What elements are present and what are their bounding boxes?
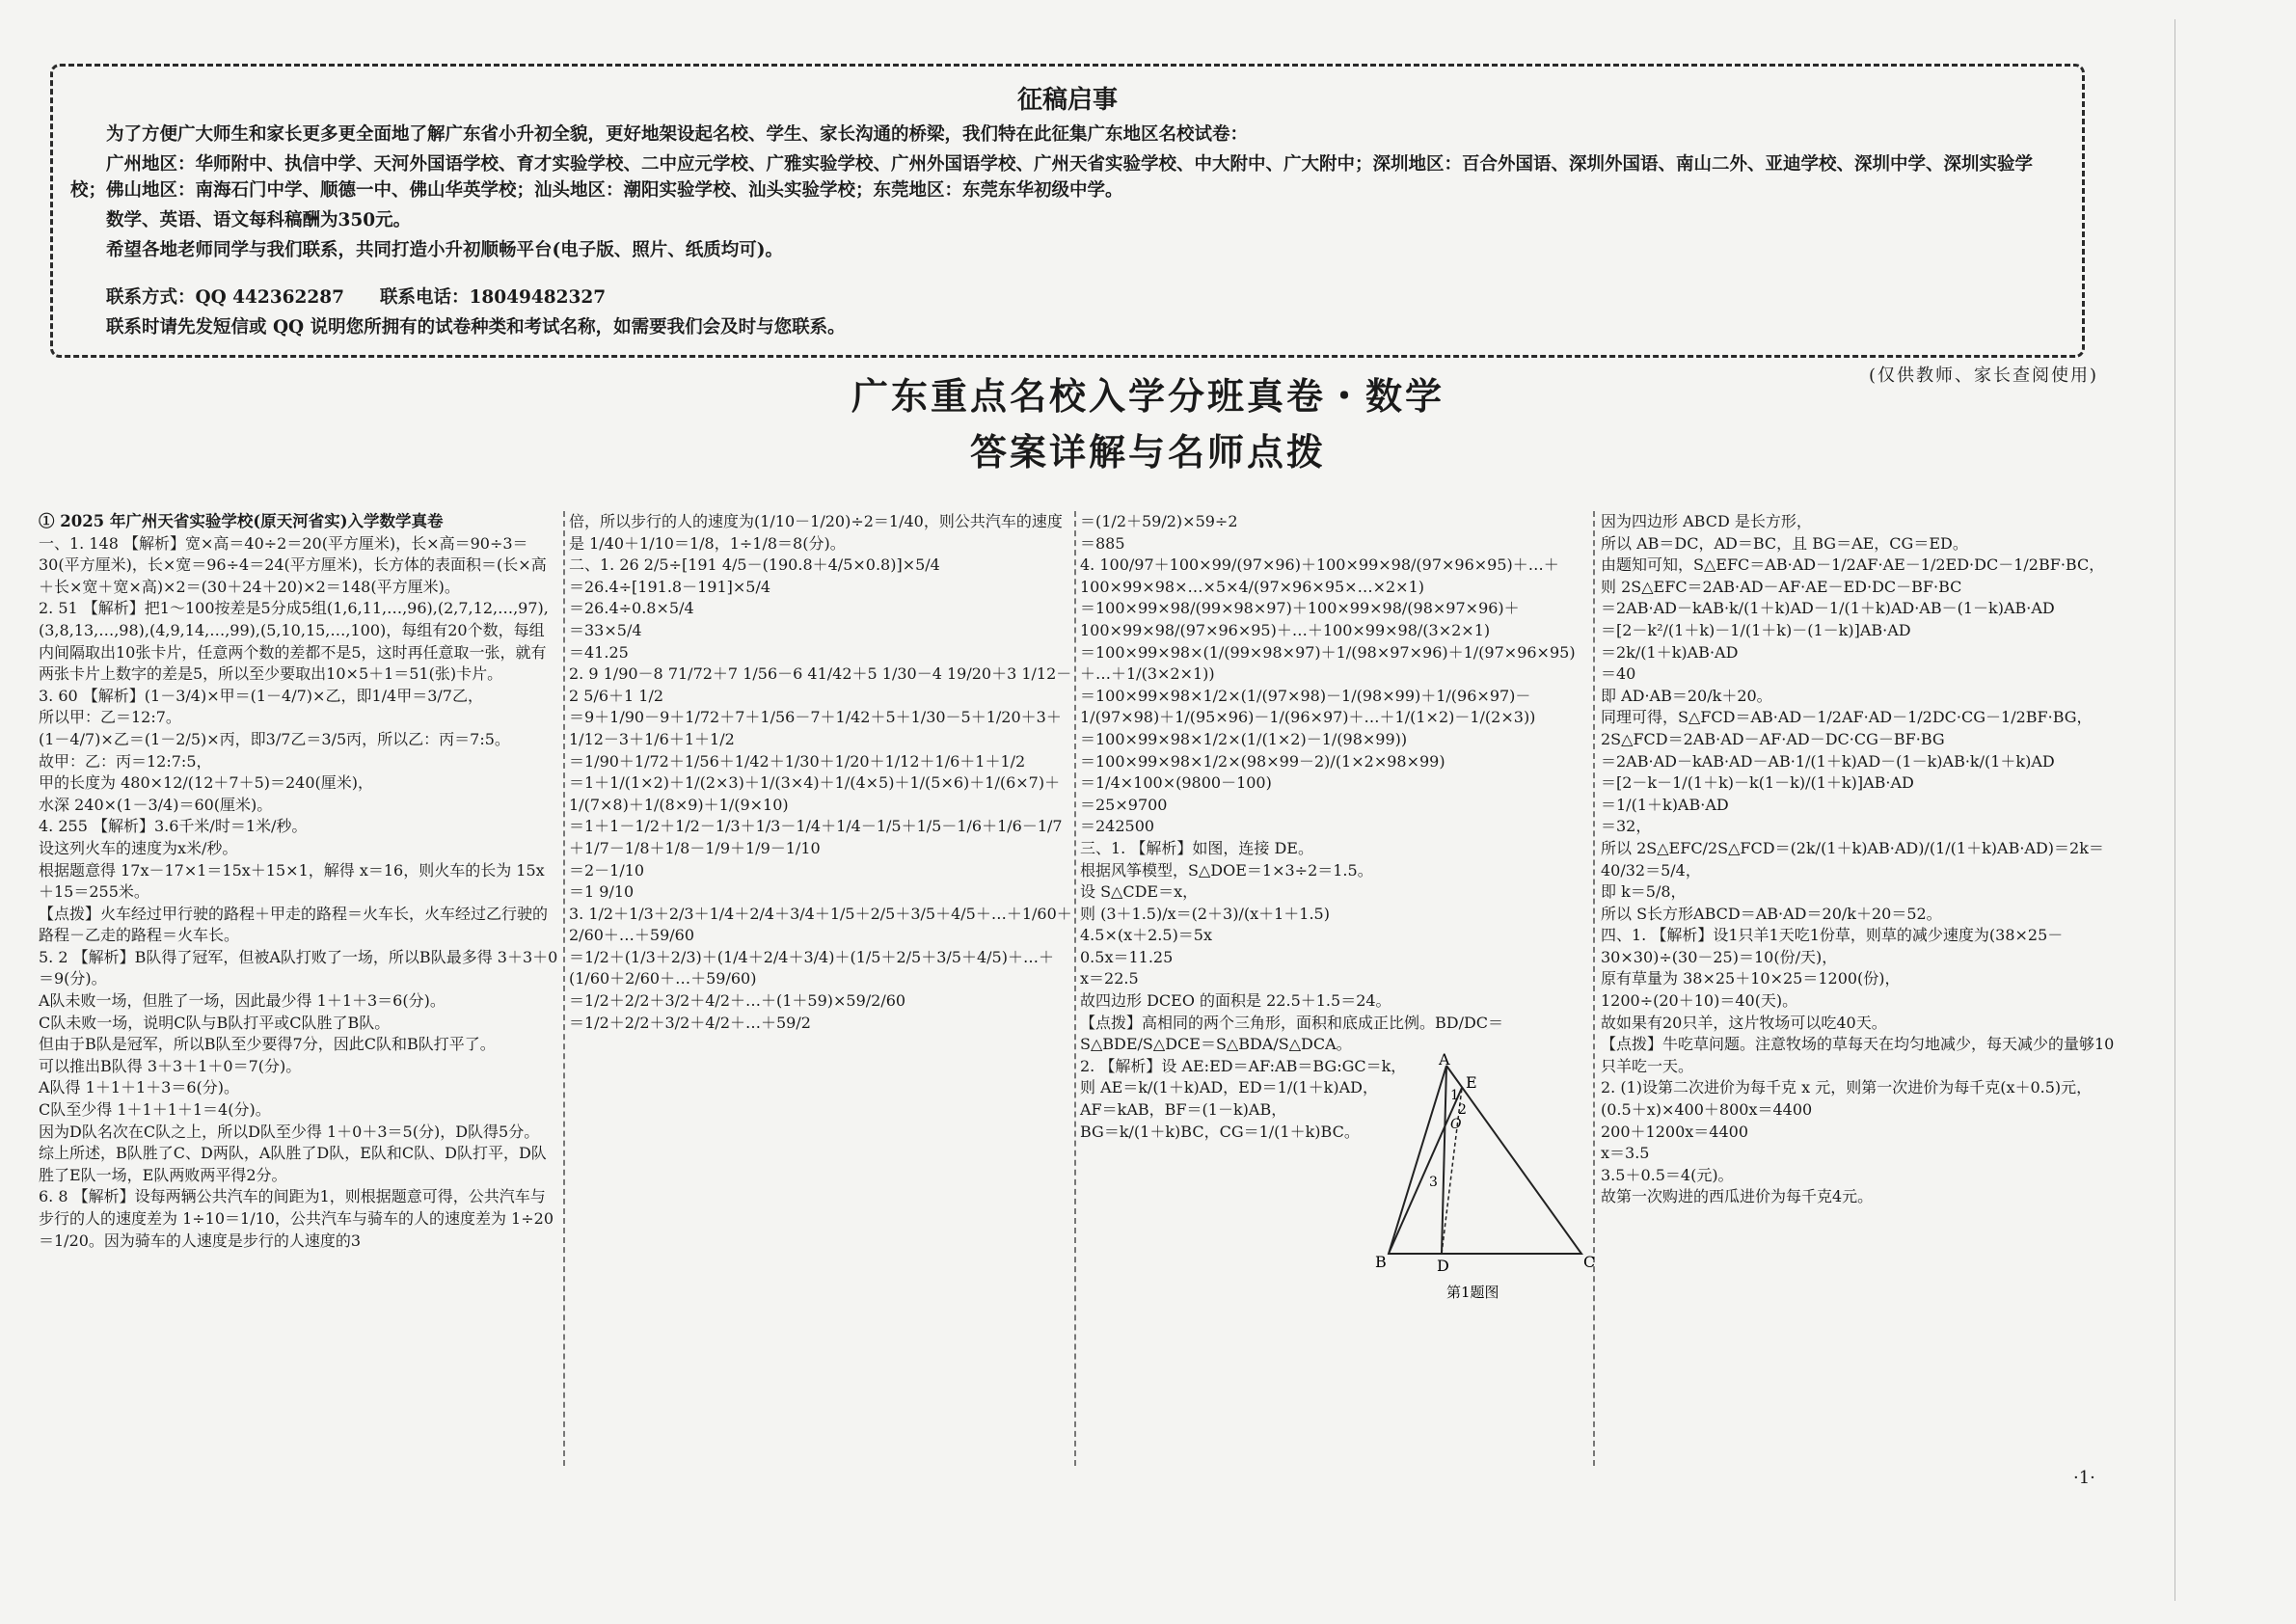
answer-line: ＝1/2＋2/2＋3/2＋4/2＋…＋59/2: [569, 1013, 811, 1032]
answer-line: ＝1/4×100×(9800－100): [1080, 773, 1272, 793]
notice-box: [50, 64, 2085, 358]
answer-line: 甲的长度为 480×12/(12＋7＋5)＝240(厘米)，: [39, 773, 374, 793]
answer-line: ＝100×99×98×1/2×(1/(97×98)－1/(98×99)＋1/(96×97)－1/(97×98)＋1/(95×96)－1/(96×97)＋…＋1/(1×2)－1/(2×3)): [1080, 686, 1536, 727]
figure-label: E: [1466, 1073, 1477, 1092]
answer-line: 故甲：乙：丙＝12:7:5，: [39, 751, 212, 771]
answer-line: 根据题意得 17x－17×1＝15x＋15×1，解得 x＝16，则火车的长为 15x＋15＝255米。: [39, 860, 545, 902]
answer-line: ＝1＋1/(1×2)＋1/(2×3)＋1/(3×4)＋1/(4×5)＋1/(5×6)＋1/(6×7)＋1/(7×8)＋1/(8×9)＋1/(9×10): [569, 773, 1061, 814]
answer-line: ＝885: [1080, 533, 1125, 553]
answer-line: 根据风筝模型，S△DOE＝1×3÷2＝1.5。: [1080, 860, 1373, 880]
answer-line: 水深 240×(1－3/4)＝60(厘米)。: [39, 795, 273, 814]
answer-line: 所以 AB＝DC，AD＝BC，且 BG＝AE，CG＝ED。: [1601, 533, 1968, 553]
answer-line: ＝[2－k－1/(1＋k)－k(1－k)/(1＋k)]AB·AD: [1601, 773, 1914, 793]
notice-title: 征稿启事: [1016, 86, 1118, 115]
figure-label: A: [1439, 1050, 1450, 1069]
answer-line: ＝100×99×98×(1/(99×98×97)＋1/(98×97×96)＋1/(97×96×95)＋…＋1/(3×2×1)): [1080, 642, 1576, 684]
answer-line: 二、1. 26 2/5÷[191 4/5－(190.8＋4/5×0.8)]×5/4: [569, 555, 940, 575]
answer-line: ＝1/2＋(1/3＋2/3)＋(1/4＋2/4＋3/4)＋(1/5＋2/5＋3/5＋4/5)＋…＋(1/60＋2/60＋…＋59/60): [569, 947, 1054, 988]
answer-line: 即 k＝5/8，: [1601, 882, 1687, 902]
answer-line: ＝1 9/10: [569, 882, 635, 902]
answer-line: 四、1. 【解析】设1只羊1天吃1份草，则草的减少速度为(38×25－30×30)÷(30－25)＝10(份/天)，: [1601, 926, 2064, 966]
answer-line: 3. 1/2＋1/3＋2/3＋1/4＋2/4＋3/4＋1/5＋2/5＋3/5＋4/5＋…＋1/60＋2/60＋…＋59/60: [569, 904, 1072, 945]
page-number: ·1·: [2073, 1468, 2095, 1488]
answer-line: 所以甲：乙＝12:7。: [39, 708, 181, 727]
answer-line: ＝25×9700: [1080, 795, 1168, 814]
answer-line: 所以 2S△EFC/2S△FCD＝(2k/(1＋k)AB·AD)/(1/(1＋k)AB·AD)＝2k＝40/32＝5/4，: [1601, 838, 2104, 880]
answer-line: 三、1. 【解析】如图，连接 DE。: [1080, 838, 1313, 857]
answer-line: 因为四边形 ABCD 是长方形，: [1601, 512, 1812, 530]
answer-line: ＝1＋1－1/2＋1/2－1/3＋1/3－1/4＋1/4－1/5＋1/5－1/6＋1/6－1/7＋1/7－1/8＋1/8－1/9＋1/9－1/10: [569, 817, 1063, 857]
answer-line: 故四边形 DCEO 的面积是 22.5＋1.5＝24。: [1080, 991, 1391, 1011]
answer-line: 4.5×(x＋2.5)＝5x: [1080, 926, 1213, 945]
answer-line: C队未败一场，说明C队与B队打平或C队胜了B队。: [39, 1013, 391, 1032]
answer-line: ＝32，: [1601, 817, 1652, 836]
segment-be: [1389, 1088, 1462, 1254]
figure-label: D: [1437, 1257, 1449, 1275]
answer-line: 1200÷(20＋10)＝40(天)。: [1601, 991, 1798, 1011]
answer-line: 则 AE＝k/(1＋k)AD，ED＝1/(1＋k)AD，: [1080, 1078, 1378, 1097]
column-divider: [563, 511, 565, 1466]
answer-line: 故如果有20只羊，这片牧场可以吃40天。: [1601, 1013, 1887, 1032]
answer-line: 4. 255 【解析】3.6千米/时＝1米/秒。: [39, 817, 308, 836]
answer-line: 所以 S长方形ABCD＝AB·AD＝20/k＋20＝52。: [1601, 904, 1942, 923]
figure-label: 1: [1450, 1088, 1459, 1103]
answer-line: BG＝k/(1＋k)BC，CG＝1/(1＋k)BC。: [1080, 1122, 1360, 1141]
notice-hope: 希望各地老师同学与我们联系，共同打造小升初顺畅平台(电子版、照片、纸质均可)。: [106, 240, 784, 260]
answer-line: ＝(1/2＋59/2)×59÷2: [1080, 512, 1238, 530]
answer-line: 2S△FCD＝2AB·AD－AF·AD－DC·CG－BF·BG: [1601, 729, 1945, 748]
answer-line: ＝2AB·AD－kAB·k/(1＋k)AD－1/(1＋k)AD·AB－(1－k)AB·AD: [1601, 599, 2055, 618]
answer-line: A队未败一场，但胜了一场，因此最少得 1＋1＋3＝6(分)。: [39, 991, 446, 1011]
answer-line: 3. 60 【解析】(1－3/4)×甲＝(1－4/7)×乙，即1/4甲＝3/7乙，: [39, 686, 483, 705]
answer-line: ＝100×99×98×1/2×(1/(1×2)－1/(98×99)): [1080, 729, 1408, 748]
page-title: 广东重点名校入学分班真卷・数学: [851, 375, 1445, 418]
answer-line: 【点拨】火车经过甲行驶的路程＋甲走的路程＝火车长，火车经过乙行驶的路程－乙走的路程＝火车长。: [39, 904, 549, 945]
page-subtitle: 答案详解与名师点拨: [969, 431, 1326, 474]
answer-line: ＝2－1/10: [569, 860, 645, 880]
answer-line: ＝9＋1/90－9＋1/72＋7＋1/56－7＋1/42＋5＋1/30－5＋1/20＋3＋1/12－3＋1/6＋1＋1/2: [569, 708, 1062, 748]
answer-line: 2. (1)设第二次进价为每千克 x 元，则第一次进价为每千克(x＋0.5)元，: [1601, 1078, 2093, 1097]
notice-remark: 联系时请先发短信或 QQ 说明您所拥有的试卷种类和考试名称，如需要我们会及时与您联系。: [106, 317, 846, 338]
answer-column-1: [39, 511, 559, 1475]
answer-line: 即 AD·AB＝20/k＋20。: [1601, 686, 1772, 705]
answer-line: (1－4/7)×乙＝(1－2/5)×丙，即3/7乙＝3/5丙，所以乙：丙＝7:5。: [39, 729, 510, 748]
answer-line: ＝100×99×98×1/2×(98×99－2)/(1×2×98×99): [1080, 751, 1445, 771]
answer-line: A队得 1＋1＋1＋3＝6(分)。: [39, 1078, 240, 1097]
notice-contact: 联系方式：QQ 442362287 联系电话：18049482327: [106, 287, 607, 308]
answer-line: 2. 【解析】设 AE:ED＝AF:AB＝BG:GC＝k，: [1080, 1056, 1407, 1075]
answer-line: ＝26.4÷0.8×5/4: [569, 599, 694, 618]
column-divider: [1593, 511, 1595, 1466]
answer-line: 0.5x＝11.25: [1080, 947, 1174, 966]
notice-fee: 数学、英语、语文每科稿酬为350元。: [106, 210, 412, 230]
answer-line: 5. 2 【解析】B队得了冠军，但被A队打败了一场，所以B队最多得 3＋3＋0＝9(分)。: [39, 947, 558, 988]
answer-line: x＝3.5: [1601, 1144, 1650, 1163]
figure-caption: 第1题图: [1446, 1284, 1499, 1301]
figure-label: 3: [1429, 1175, 1438, 1190]
figure-label: 2: [1458, 1102, 1467, 1118]
answer-line: 200＋1200x＝4400: [1601, 1122, 1749, 1141]
answer-line: ＝1/90＋1/72＋1/56＋1/42＋1/30＋1/20＋1/12＋1/6＋1＋1/2: [569, 751, 1026, 771]
triangle-outline: [1389, 1066, 1581, 1254]
answer-column-3: [1080, 511, 1586, 1475]
answer-line: C队至少得 1＋1＋1＋1＝4(分)。: [39, 1100, 271, 1120]
answer-line: 但由于B队是冠军，所以B队至少要得7分，因此C队和B队打平了。: [39, 1035, 496, 1054]
answer-line: 故第一次购进的西瓜进价为每千克4元。: [1601, 1187, 1874, 1206]
page-edge-line: [2174, 19, 2175, 1601]
answer-line: 综上所述，B队胜了C、D两队，A队胜了D队，E队和C队、D队打平，D队胜了E队一场，E队两败两平得2分。: [39, 1144, 547, 1184]
answer-column-2: [569, 511, 1075, 1475]
answer-column-4: [1601, 511, 2117, 1475]
answer-line: 由题知可知，S△EFC＝AB·AD－1/2AF·AE－1/2ED·DC－1/2BF·BC，: [1601, 555, 2105, 575]
answer-line: 3.5＋0.5＝4(元)。: [1601, 1165, 1734, 1184]
answer-line: 2. 9 1/90－8 71/72＋7 1/56－6 41/42＋5 1/30－4 19/20＋3 1/12－2 5/6＋1 1/2: [569, 664, 1072, 705]
answer-line: 倍，所以步行的人的速度为(1/10－1/20)÷2＝1/40，则公共汽车的速度是 1/40＋1/10＝1/8，1÷1/8＝8(分)。: [569, 512, 1063, 553]
answer-line: ＝41.25: [569, 642, 629, 662]
answer-line: ＝1/(1＋k)AB·AD: [1601, 795, 1729, 814]
answer-line: ＝1/2＋2/2＋3/2＋4/2＋…＋(1＋59)×59/2/60: [569, 991, 906, 1011]
answer-line: 2. 51 【解析】把1～100按差是5分成5组(1,6,11,…,96),(2,7,12,…,97),(3,8,13,…,98),(4,9,14,…,99),(5,10,15,…,100)，每组有20个数，每组内间隔取出10张卡片，任意两个数的差都不是5，这时再任意取一张，就有两张卡片上数字的差是5，所以至少要取出10×5＋1＝51(张)卡片。: [39, 599, 549, 684]
notice-schools: 广州地区：华师附中、执信中学、天河外国语学校、育才实验学校、二中应元学校、广雅实验学校、广州外国语学校、广州天省实验学校、中大附中、广大附中；深圳地区：百合外国语、深圳外国语、南山二外、亚迪学校、深圳中学、深圳实验学校；佛山地区：南海石门中学、顺德一中、佛山华英学校；汕头地区：潮阳实验学校、汕头实验学校；东莞地区：东莞东华初级中学。: [70, 154, 2034, 201]
answer-line: ＝[2－k²/(1＋k)－1/(1＋k)－(1－k)]AB·AD: [1601, 620, 1911, 639]
answer-line: 设 S△CDE＝x，: [1080, 882, 1199, 902]
answer-line: AF＝kAB，BF＝(1－k)AB，: [1080, 1100, 1287, 1120]
answer-line: 则 (3＋1.5)/x＝(2＋3)/(x＋1＋1.5): [1080, 904, 1330, 923]
answer-line: (0.5＋x)×400＋800x＝4400: [1601, 1100, 1813, 1120]
answer-line: 【点拨】牛吃草问题。注意牧场的草每天在均匀地减少，每天减少的量够10只羊吃一天。: [1601, 1035, 2115, 1075]
answer-line: 设这列火车的速度为x米/秒。: [39, 838, 238, 857]
answer-line: 同理可得，S△FCD＝AB·AD－1/2AF·AD－1/2DC·CG－1/2BF·BG，: [1601, 708, 2093, 727]
figure-label: B: [1375, 1253, 1387, 1271]
figure-label: C: [1583, 1253, 1596, 1271]
notice-intro: 为了方便广大师生和家长更多更全面地了解广东省小升初全貌，更好地架设起名校、学生、家长沟通的桥梁，我们特在此征集广东地区名校试卷：: [106, 124, 1249, 145]
triangle-figure: [1369, 1050, 1601, 1302]
answer-line: 因为D队名次在C队之上，所以D队至少得 1＋0＋3＝5(分)，D队得5分。: [39, 1122, 540, 1141]
answer-line: 一、1. 148 【解析】宽×高＝40÷2＝20(平方厘米)，长×高＝90÷3＝30(平方厘米)，长×宽＝96÷4＝24(平方厘米)，长方体的表面积＝(长×高＋长×宽＋宽×高)×2＝(30＋24＋20)×2＝148(平方厘米)。: [39, 533, 547, 596]
answer-line: ＝26.4÷[191.8－191]×5/4: [569, 577, 771, 596]
answer-line: ① 2025 年广州天省实验学校(原天河省实)入学数学真卷: [39, 512, 444, 530]
answer-line: ＝242500: [1080, 817, 1155, 836]
answer-line: ＝40: [1601, 664, 1636, 684]
answer-line: 原有草量为 38×25＋10×25＝1200(份)，: [1601, 969, 1901, 988]
answer-line: 则 2S△EFC＝2AB·AD－AF·AE－ED·DC－BF·BC: [1601, 577, 1962, 596]
answer-line: ＝33×5/4: [569, 620, 642, 639]
answer-line: x＝22.5: [1080, 969, 1139, 988]
answer-line: 6. 8 【解析】设每两辆公共汽车的间距为1，则根据题意可得，公共汽车与步行的人的速度差为 1÷10＝1/10，公共汽车与骑车的人的速度差为 1÷20＝1/20。因为骑车的人速度是步行的人速度的3: [39, 1187, 554, 1250]
answer-line: 可以推出B队得 3＋3＋1＋0＝7(分)。: [39, 1056, 302, 1075]
answer-line: ＝2AB·AD－kAB·AD－AB·1/(1＋k)AD－(1－k)AB·k/(1＋k)AD: [1601, 751, 2055, 771]
answer-line: 4. 100/97＋100×99/(97×96)＋100×99×98/(97×96×95)＋…＋100×99×98×…×5×4/(97×96×95×…×2×1): [1080, 555, 1559, 596]
answer-line: ＝100×99×98/(99×98×97)＋100×99×98/(98×97×96)＋100×99×98/(97×96×95)＋…＋100×99×98/(3×2×1): [1080, 599, 1520, 639]
usage-note: (仅供教师、家长查阅使用): [1868, 365, 2098, 386]
figure-label: O: [1450, 1117, 1462, 1132]
answer-line: 【点拨】高相同的两个三角形，面积和底成正比例。BD/DC＝S△BDE/S△DCE＝S△BDA/S△DCA。: [1080, 1013, 1504, 1054]
answer-line: ＝2k/(1＋k)AB·AD: [1601, 642, 1739, 662]
